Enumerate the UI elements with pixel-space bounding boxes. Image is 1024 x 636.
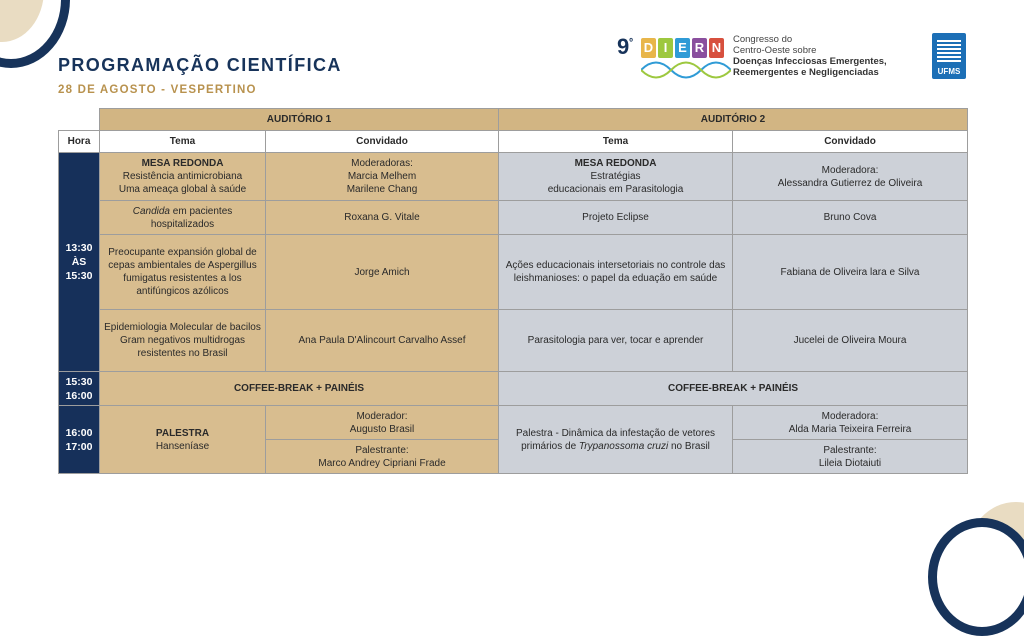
topic-cell: Ações educacionais intersetoriais no controle das leishmanioses: o papel da eduação em saúde	[499, 235, 733, 310]
page-title: PROGRAMAÇÃO CIENTÍFICA	[58, 55, 342, 75]
dna-helix-icon	[641, 60, 731, 80]
topic-cell: MESA REDONDA Resistência antimicrobiana Uma ameaça global à saúde	[100, 153, 266, 201]
guest-cell: Moderador: Augusto Brasil	[266, 406, 499, 440]
auditorio-2-header: AUDITÓRIO 2	[499, 109, 968, 131]
guest-cell: Moderadoras: Marcia Melhem Marilene Chang	[266, 153, 499, 201]
guest-cell: Bruno Cova	[733, 201, 968, 235]
topic-cell: Projeto Eclipse	[499, 201, 733, 235]
guest-cell: Palestrante: Lileia Diotaiuti	[733, 440, 968, 474]
guest-cell: Fabiana de Oliveira lara e Silva	[733, 235, 968, 310]
guest-cell: Roxana G. Vitale	[266, 201, 499, 235]
coffee-break-cell: COFFEE-BREAK + PAINÉIS	[100, 372, 499, 406]
logo-letter: D	[641, 38, 656, 58]
guest-cell: Moderadora: Alessandra Gutierrez de Oliveira	[733, 153, 968, 201]
column-header-convidado: Convidado	[266, 131, 499, 153]
topic-cell: MESA REDONDA Estratégias educacionais em Parasitologia	[499, 153, 733, 201]
time-slot-2: 15:30 16:00	[59, 372, 100, 406]
topic-cell: Preocupante expansión global de cepas ambientales de Aspergillus fumigatus resistentes a los antifúngicos azólicos	[100, 235, 266, 310]
logo-text: Congresso do Centro-Oeste sobre Doenças Infecciosas Emergentes, Reemergentes e Negligenciadas	[733, 34, 887, 78]
diern-logo	[617, 34, 917, 84]
topic-cell: Candida em pacientes hospitalizados	[100, 201, 266, 235]
topic-cell: Parasitologia para ver, tocar e aprender	[499, 310, 733, 372]
column-header-tema: Tema	[100, 131, 266, 153]
time-slot-3: 16:00 17:00	[59, 406, 100, 474]
column-header-convidado: Convidado	[733, 131, 968, 153]
empty-corner	[59, 109, 100, 131]
schedule-table	[58, 108, 968, 474]
logo-letter: E	[675, 38, 690, 58]
auditorio-1-header: AUDITÓRIO 1	[100, 109, 499, 131]
guest-cell: Jucelei de Oliveira Moura	[733, 310, 968, 372]
decorative-arc-bottom-right	[928, 518, 1024, 636]
column-header-hora: Hora	[59, 131, 100, 153]
topic-cell: Epidemiologia Molecular de bacilos Gram negativos multidrogas resistentes no Brasil	[100, 310, 266, 372]
ufms-emblem-icon	[937, 38, 961, 62]
logo-letter: I	[658, 38, 673, 58]
topic-cell: PALESTRA Hanseníase	[100, 406, 266, 474]
logo-letter: N	[709, 38, 724, 58]
guest-cell: Ana Paula D'Alincourt Carvalho Assef	[266, 310, 499, 372]
page-subtitle: 28 DE AGOSTO - VESPERTINO	[58, 84, 257, 96]
ufms-logo: UFMS	[932, 33, 966, 79]
coffee-break-cell: COFFEE-BREAK + PAINÉIS	[499, 372, 968, 406]
time-slot-1: 13:30 ÀS 15:30	[59, 153, 100, 372]
guest-cell: Palestrante: Marco Andrey Cipriani Frade	[266, 440, 499, 474]
logo-letter: R	[692, 38, 707, 58]
logo-letters	[641, 38, 724, 58]
topic-cell: Palestra - Dinâmica da infestação de vetores primários de Trypanossoma cruzi no Brasil	[499, 406, 733, 474]
logo-edition: $9^º$	[617, 34, 633, 59]
guest-cell: Jorge Amich	[266, 235, 499, 310]
guest-cell: Moderadora: Alda Maria Teixeira Ferreira	[733, 406, 968, 440]
column-header-tema: Tema	[499, 131, 733, 153]
